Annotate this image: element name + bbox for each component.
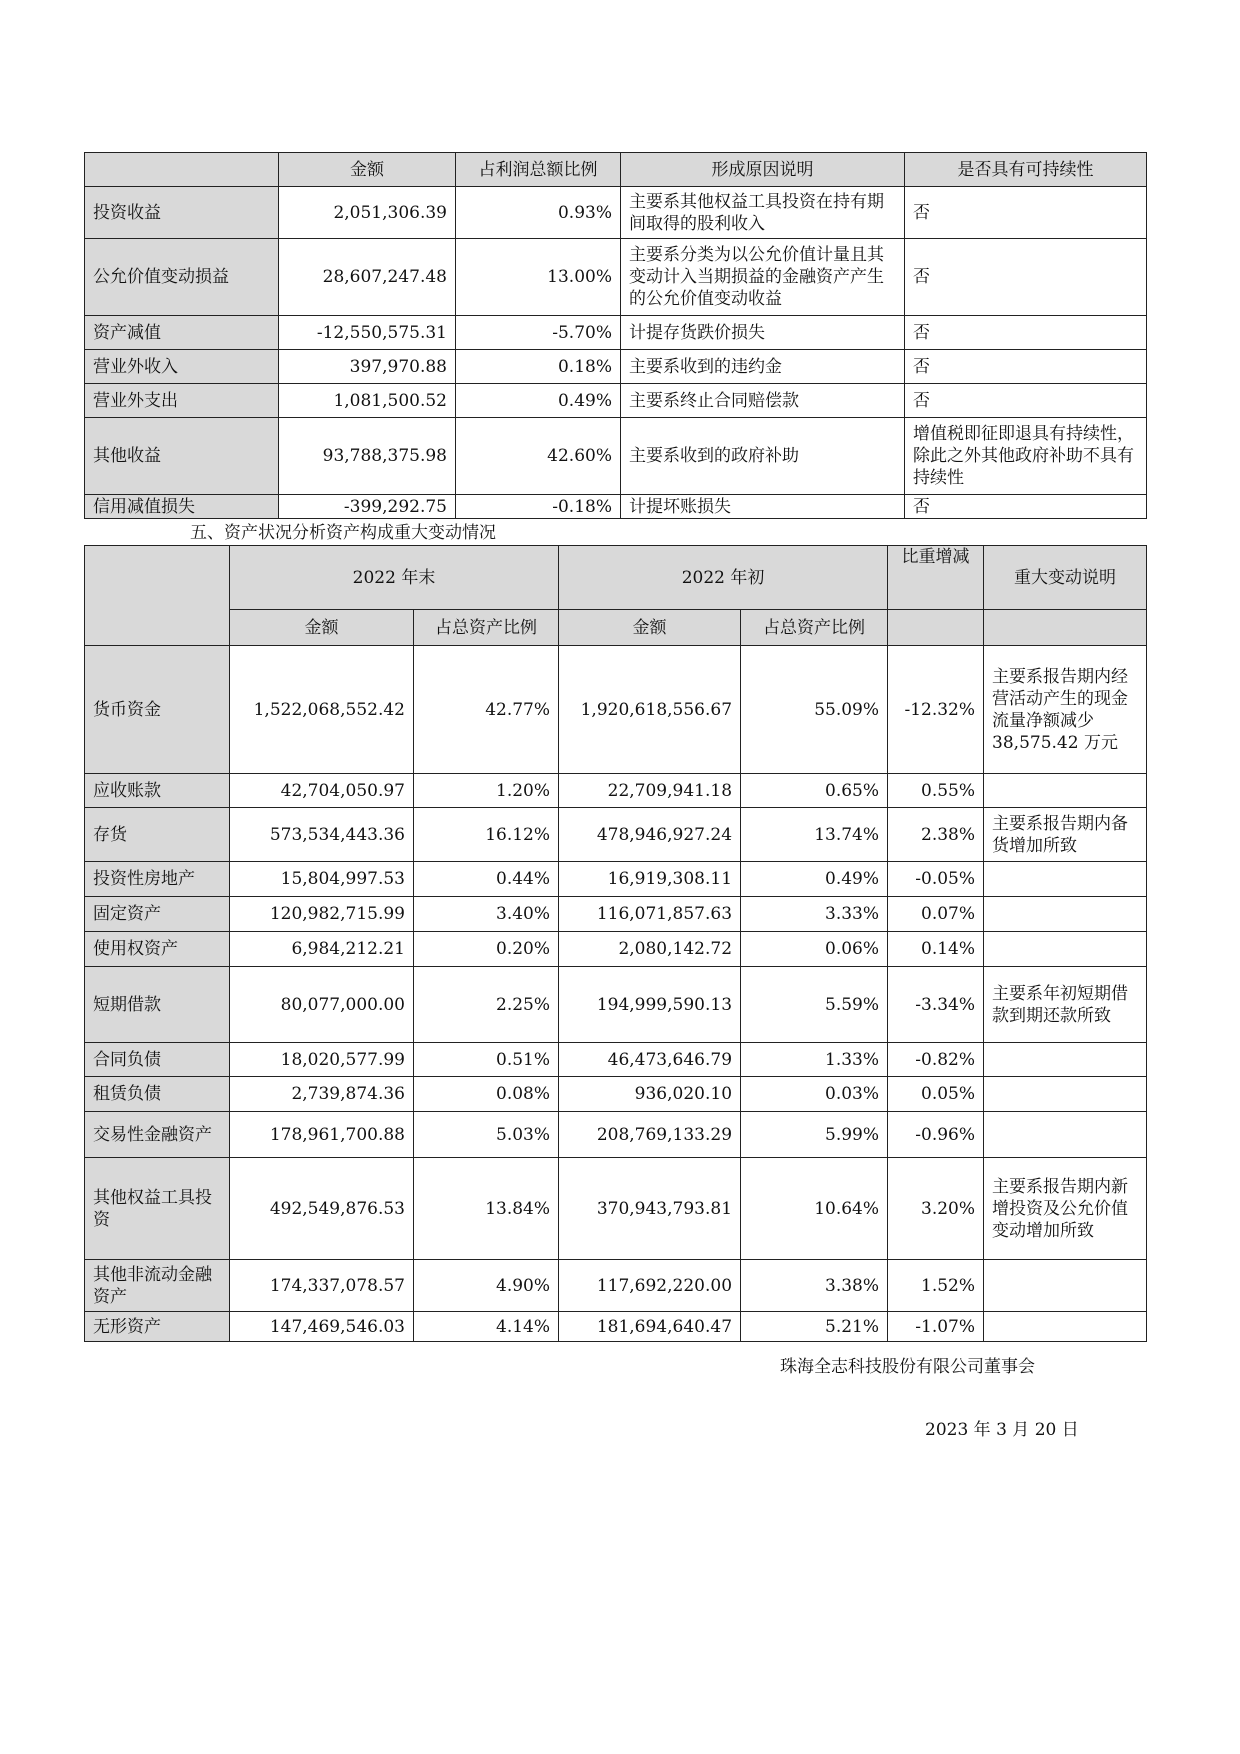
asset-begin-ratio: 55.09% <box>741 646 888 774</box>
asset-end-ratio: 0.08% <box>414 1077 559 1112</box>
asset-note: 主要系报告期内新增投资及公允价值变动增加所致 <box>984 1158 1147 1260</box>
signature: 珠海全志科技股份有限公司董事会 <box>780 1357 1035 1377</box>
table-row <box>85 384 1147 418</box>
asset-begin-ratio: 0.06% <box>741 932 888 967</box>
asset-end-ratio: 2.25% <box>414 967 559 1043</box>
asset-subheader-end-ratio: 占总资产比例 <box>414 610 559 646</box>
asset-note: 主要系报告期内经营活动产生的现金流量净额减少 38,575.42 万元 <box>984 646 1147 774</box>
profit-sustainable: 增值税即征即退具有持续性，除此之外其他政府补助不具有持续性 <box>905 418 1147 495</box>
asset-change: -12.32% <box>888 646 984 774</box>
table-row <box>85 862 1147 897</box>
profit-header-ratio: 占利润总额比例 <box>456 153 621 187</box>
asset-header-item <box>85 546 230 646</box>
asset-begin-amount: 1,920,618,556.67 <box>559 646 741 774</box>
profit-amount: 2,051,306.39 <box>279 187 456 239</box>
profit-ratio: 0.93% <box>456 187 621 239</box>
asset-begin-amount: 117,692,220.00 <box>559 1260 741 1312</box>
table-row <box>85 350 1147 384</box>
asset-end-ratio: 5.03% <box>414 1112 559 1158</box>
profit-ratio: -5.70% <box>456 316 621 350</box>
profit-reason: 主要系其他权益工具投资在持有期间取得的股利收入 <box>621 187 905 239</box>
asset-item: 使用权资产 <box>85 932 230 967</box>
asset-begin-ratio: 1.33% <box>741 1043 888 1077</box>
asset-item: 租赁负债 <box>85 1077 230 1112</box>
document-date: 2023 年 3 月 20 日 <box>925 1420 1079 1440</box>
table-row <box>85 495 1147 519</box>
table-row <box>85 239 1147 316</box>
asset-end-ratio: 3.40% <box>414 897 559 932</box>
asset-end-amount: 573,534,443.36 <box>230 808 414 862</box>
asset-item: 投资性房地产 <box>85 862 230 897</box>
table-row <box>85 1077 1147 1112</box>
asset-begin-amount: 181,694,640.47 <box>559 1312 741 1342</box>
asset-end-amount: 42,704,050.97 <box>230 774 414 808</box>
asset-subheader-end-amount: 金额 <box>230 610 414 646</box>
asset-change: 1.52% <box>888 1260 984 1312</box>
profit-reason: 计提存货跌价损失 <box>621 316 905 350</box>
asset-begin-amount: 478,946,927.24 <box>559 808 741 862</box>
asset-item: 货币资金 <box>85 646 230 774</box>
asset-subheader-begin-ratio: 占总资产比例 <box>741 610 888 646</box>
asset-change: 0.05% <box>888 1077 984 1112</box>
asset-end-ratio: 13.84% <box>414 1158 559 1260</box>
asset-end-amount: 174,337,078.57 <box>230 1260 414 1312</box>
asset-end-ratio: 4.90% <box>414 1260 559 1312</box>
asset-end-amount: 80,077,000.00 <box>230 967 414 1043</box>
asset-begin-amount: 16,919,308.11 <box>559 862 741 897</box>
asset-subheader-change-blank <box>888 610 984 646</box>
table-row <box>85 187 1147 239</box>
profit-ratio: 0.49% <box>456 384 621 418</box>
profit-amount: 28,607,247.48 <box>279 239 456 316</box>
asset-header-year-begin: 2022 年初 <box>559 546 888 610</box>
asset-begin-ratio: 5.99% <box>741 1112 888 1158</box>
asset-end-ratio: 16.12% <box>414 808 559 862</box>
asset-change: 2.38% <box>888 808 984 862</box>
asset-begin-ratio: 0.03% <box>741 1077 888 1112</box>
table-row <box>85 967 1147 1043</box>
asset-change: -3.34% <box>888 967 984 1043</box>
asset-begin-ratio: 13.74% <box>741 808 888 862</box>
table-row <box>85 316 1147 350</box>
profit-header-reason: 形成原因说明 <box>621 153 905 187</box>
profit-reason: 计提坏账损失 <box>621 495 905 519</box>
asset-begin-amount: 194,999,590.13 <box>559 967 741 1043</box>
table-row <box>85 1260 1147 1312</box>
asset-begin-amount: 46,473,646.79 <box>559 1043 741 1077</box>
asset-end-ratio: 0.51% <box>414 1043 559 1077</box>
section-title: 五、资产状况分析资产构成重大变动情况 <box>190 523 496 543</box>
asset-header-change: 比重增减 <box>888 546 984 610</box>
asset-change: -0.96% <box>888 1112 984 1158</box>
asset-change: 0.55% <box>888 774 984 808</box>
asset-begin-ratio: 3.33% <box>741 897 888 932</box>
asset-begin-ratio: 5.21% <box>741 1312 888 1342</box>
asset-begin-ratio: 3.38% <box>741 1260 888 1312</box>
profit-item: 其他收益 <box>85 418 279 495</box>
asset-note <box>984 1043 1147 1077</box>
asset-begin-ratio: 5.59% <box>741 967 888 1043</box>
profit-table <box>84 152 1147 519</box>
asset-change: 0.14% <box>888 932 984 967</box>
asset-end-amount: 120,982,715.99 <box>230 897 414 932</box>
asset-item: 无形资产 <box>85 1312 230 1342</box>
asset-item: 存货 <box>85 808 230 862</box>
table-row <box>85 646 1147 774</box>
asset-header-note: 重大变动说明 <box>984 546 1147 610</box>
profit-sustainable: 否 <box>905 316 1147 350</box>
asset-note: 主要系年初短期借款到期还款所致 <box>984 967 1147 1043</box>
asset-subheader-note-blank <box>984 610 1147 646</box>
profit-item: 营业外支出 <box>85 384 279 418</box>
table-row <box>85 1112 1147 1158</box>
profit-amount: 1,081,500.52 <box>279 384 456 418</box>
profit-item: 投资收益 <box>85 187 279 239</box>
profit-sustainable: 否 <box>905 350 1147 384</box>
profit-ratio: 13.00% <box>456 239 621 316</box>
asset-table <box>84 545 1147 1342</box>
table-row <box>85 1312 1147 1342</box>
asset-end-ratio: 1.20% <box>414 774 559 808</box>
asset-end-amount: 492,549,876.53 <box>230 1158 414 1260</box>
profit-amount: -399,292.75 <box>279 495 456 519</box>
asset-note <box>984 1112 1147 1158</box>
profit-reason: 主要系终止合同赔偿款 <box>621 384 905 418</box>
asset-item: 短期借款 <box>85 967 230 1043</box>
asset-note <box>984 1312 1147 1342</box>
asset-change: 0.07% <box>888 897 984 932</box>
profit-item: 信用减值损失 <box>85 495 279 519</box>
asset-item: 应收账款 <box>85 774 230 808</box>
asset-note <box>984 897 1147 932</box>
asset-item: 交易性金融资产 <box>85 1112 230 1158</box>
profit-table-header-row <box>85 153 1147 187</box>
profit-reason: 主要系分类为以公允价值计量且其变动计入当期损益的金融资产产生的公允价值变动收益 <box>621 239 905 316</box>
asset-begin-amount: 116,071,857.63 <box>559 897 741 932</box>
asset-header-year-end: 2022 年末 <box>230 546 559 610</box>
profit-ratio: 0.18% <box>456 350 621 384</box>
asset-end-amount: 2,739,874.36 <box>230 1077 414 1112</box>
asset-begin-ratio: 0.49% <box>741 862 888 897</box>
asset-note <box>984 774 1147 808</box>
profit-reason: 主要系收到的违约金 <box>621 350 905 384</box>
profit-sustainable: 否 <box>905 495 1147 519</box>
profit-sustainable: 否 <box>905 187 1147 239</box>
asset-item: 其他非流动金融资产 <box>85 1260 230 1312</box>
table-row <box>85 808 1147 862</box>
profit-ratio: 42.60% <box>456 418 621 495</box>
asset-begin-amount: 22,709,941.18 <box>559 774 741 808</box>
profit-reason: 主要系收到的政府补助 <box>621 418 905 495</box>
asset-end-amount: 1,522,068,552.42 <box>230 646 414 774</box>
asset-end-amount: 15,804,997.53 <box>230 862 414 897</box>
asset-note <box>984 1077 1147 1112</box>
asset-begin-amount: 208,769,133.29 <box>559 1112 741 1158</box>
asset-note <box>984 932 1147 967</box>
asset-change: -0.05% <box>888 862 984 897</box>
asset-table-header-row <box>85 546 1147 610</box>
asset-note <box>984 862 1147 897</box>
asset-subheader-begin-amount: 金额 <box>559 610 741 646</box>
profit-amount: -12,550,575.31 <box>279 316 456 350</box>
asset-change: -0.82% <box>888 1043 984 1077</box>
asset-item: 固定资产 <box>85 897 230 932</box>
asset-begin-ratio: 0.65% <box>741 774 888 808</box>
table-row <box>85 1158 1147 1260</box>
asset-begin-amount: 370,943,793.81 <box>559 1158 741 1260</box>
asset-end-ratio: 0.20% <box>414 932 559 967</box>
asset-note <box>984 1260 1147 1312</box>
table-row <box>85 774 1147 808</box>
profit-amount: 397,970.88 <box>279 350 456 384</box>
asset-end-amount: 18,020,577.99 <box>230 1043 414 1077</box>
asset-begin-amount: 2,080,142.72 <box>559 932 741 967</box>
table-row <box>85 418 1147 495</box>
asset-item: 合同负债 <box>85 1043 230 1077</box>
table-row <box>85 932 1147 967</box>
asset-end-ratio: 4.14% <box>414 1312 559 1342</box>
profit-item: 公允价值变动损益 <box>85 239 279 316</box>
asset-table-subheader-row <box>85 610 1147 646</box>
profit-ratio: -0.18% <box>456 495 621 519</box>
asset-end-ratio: 0.44% <box>414 862 559 897</box>
profit-sustainable: 否 <box>905 384 1147 418</box>
asset-change: 3.20% <box>888 1158 984 1260</box>
asset-begin-amount: 936,020.10 <box>559 1077 741 1112</box>
asset-end-ratio: 42.77% <box>414 646 559 774</box>
asset-end-amount: 178,961,700.88 <box>230 1112 414 1158</box>
table-row <box>85 1043 1147 1077</box>
profit-amount: 93,788,375.98 <box>279 418 456 495</box>
asset-change: -1.07% <box>888 1312 984 1342</box>
asset-item: 其他权益工具投资 <box>85 1158 230 1260</box>
profit-header-amount: 金额 <box>279 153 456 187</box>
asset-note: 主要系报告期内备货增加所致 <box>984 808 1147 862</box>
profit-header-item <box>85 153 279 187</box>
profit-header-sustainable: 是否具有可持续性 <box>905 153 1147 187</box>
table-row <box>85 897 1147 932</box>
asset-end-amount: 6,984,212.21 <box>230 932 414 967</box>
profit-sustainable: 否 <box>905 239 1147 316</box>
asset-end-amount: 147,469,546.03 <box>230 1312 414 1342</box>
asset-begin-ratio: 10.64% <box>741 1158 888 1260</box>
profit-item: 营业外收入 <box>85 350 279 384</box>
profit-item: 资产减值 <box>85 316 279 350</box>
